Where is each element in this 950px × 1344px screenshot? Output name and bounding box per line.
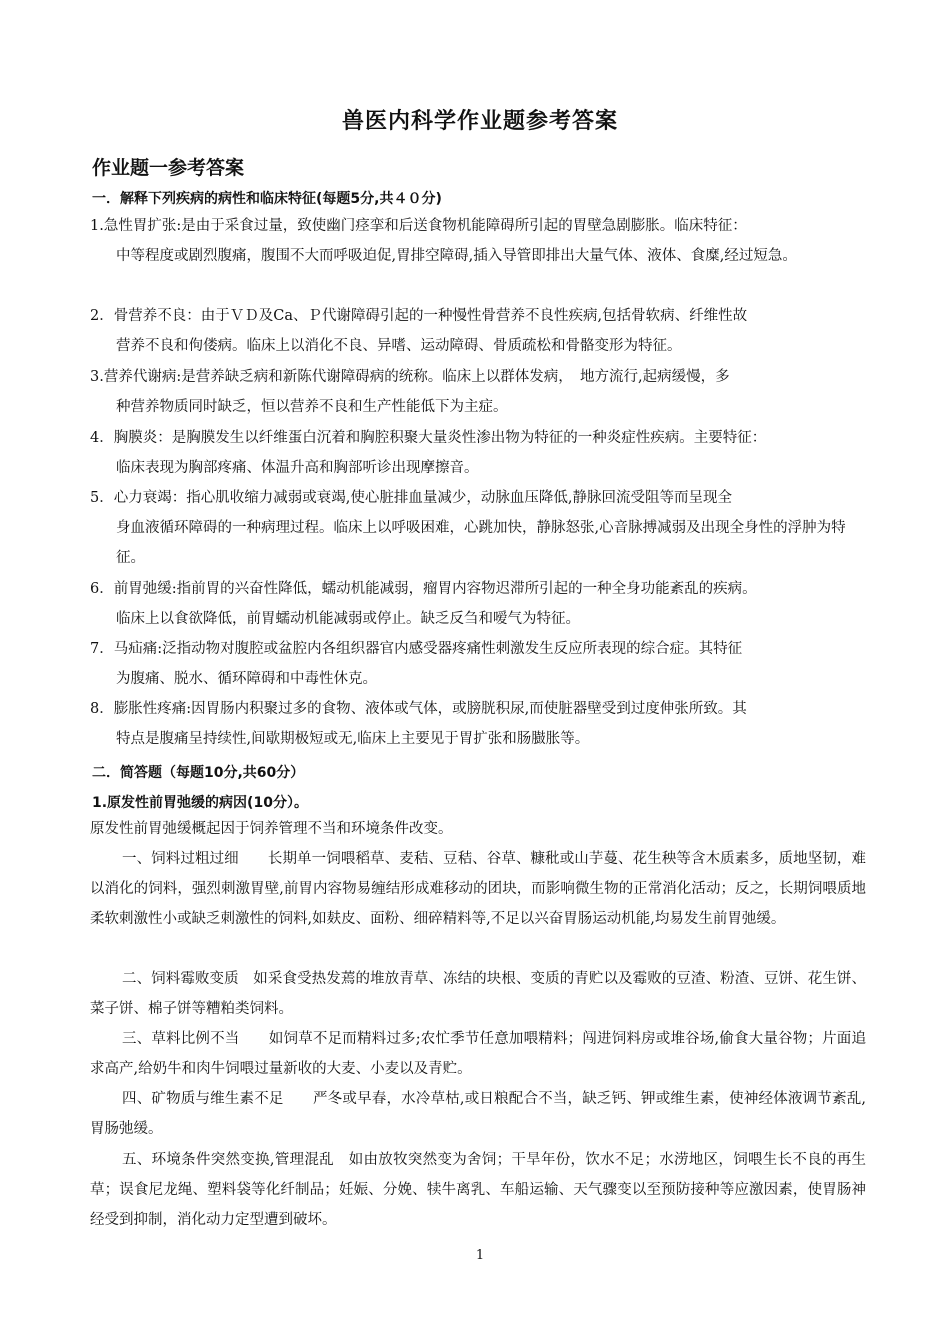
list-item bbox=[90, 211, 870, 271]
item-continuation: 临床表现为胸部疼痛、体温升高和胸部听诊出现摩擦音。 bbox=[116, 460, 479, 476]
list-item bbox=[90, 694, 870, 754]
cause-paragraph bbox=[90, 1084, 866, 1144]
list-item bbox=[90, 423, 870, 483]
list-item bbox=[90, 483, 870, 573]
item-first-line: 5．心力衰竭：指心肌收缩力减弱或衰竭,使心脏排血量减少，动脉血压降低,静脉回流受阻等而呈现全 bbox=[90, 490, 732, 506]
item-continuation: 中等程度或剧烈腹痛，腹围不大而呼吸迫促,胃排空障碍,插入导管即排出大量气体、液体、食糜,经过短急。 bbox=[116, 248, 797, 264]
item-first-line: 7．马疝痛:泛指动物对腹腔或盆腔内各组织器官内感受器疼痛性刺激发生反应所表现的综合症。其特征 bbox=[90, 641, 743, 657]
paragraph-text: 二、饲料霉败变质 如采食受热发蔫的堆放青草、冻结的块根、变质的青贮以及霉败的豆渣、粉渣、豆饼、花生饼、菜子饼、棉子饼等糟粕类饲料。 bbox=[90, 971, 866, 1017]
item-continuation: 种营养物质同时缺乏，恒以营养不良和生产性能低下为主症。 bbox=[116, 399, 508, 415]
question-title: 1.原发性前胃弛缓的病因(10分）。 bbox=[92, 795, 308, 811]
item-first-line: 4．胸膜炎：是胸膜发生以纤维蛋白沉着和胸腔积聚大量炎性渗出物为特征的一种炎症性疾病。主要特征： bbox=[90, 430, 767, 446]
cause-paragraph bbox=[90, 964, 866, 1024]
page-number: 1 bbox=[475, 1248, 485, 1263]
section2-heading: 二．简答题（每题10分,共60分） bbox=[92, 765, 305, 781]
list-item bbox=[90, 301, 870, 361]
intro-text: 原发性前胃弛缓概起因于饲养管理不当和环境条件改变。 bbox=[90, 821, 453, 837]
item-first-line: 6．前胃弛缓:指前胃的兴奋性降低，蠕动机能减弱，瘤胃内容物迟滞所引起的一种全身功能紊乱的疾病。 bbox=[90, 581, 757, 597]
item-first-line: 3.营养代谢病:是营养缺乏病和新陈代谢障碍病的统称。临床上以群体发病， 地方流行,起病缓慢，多 bbox=[90, 369, 730, 385]
item-continuation: 特点是腹痛呈持续性,间歇期极短或无,临床上主要见于胃扩张和肠臌胀等。 bbox=[116, 731, 590, 747]
document-title: 兽医内科学作业题参考答案 bbox=[341, 109, 618, 134]
cause-paragraph bbox=[90, 844, 866, 934]
paragraph-text: 五、环境条件突然变换,管理混乱 如由放牧突然变为舍饲；干旱年份，饮水不足；水涝地区，饲喂生长不良的再生草；误食尼龙绳、塑料袋等化纤制品；妊娠、分娩、犊牛离乳、车船运输、天气骤变以至预防接种等应激因素，使胃肠神经受到抑制，消化动力定型遭到破坏。 bbox=[90, 1152, 866, 1228]
item-continuation: 营养不良和佝偻病。临床上以消化不良、异嗜、运动障碍、骨质疏松和骨骼变形为特征。 bbox=[116, 338, 682, 354]
section1-heading: 一．解释下列疾病的病性和临床特征(每题5分,共４０分) bbox=[92, 191, 442, 207]
cause-paragraph bbox=[90, 1145, 866, 1235]
item-continuation: 身血液循环障碍的一种病理过程。临床上以呼吸困难，心跳加快，静脉怒张,心音脉搏减弱及出现全身性的浮肿为特征。 bbox=[116, 520, 846, 566]
item-first-line: 2．骨营养不良：由于ＶＤ及Ca、Ｐ代谢障碍引起的一种慢性骨营养不良性疾病,包括骨软病、纤维性故 bbox=[90, 308, 748, 324]
item-first-line: 8．膨胀性疼痛:因胃肠内积聚过多的食物、液体或气体，或膀胱积尿,而使脏器壁受到过度伸张所致。其 bbox=[90, 701, 747, 717]
list-item bbox=[90, 574, 870, 634]
paragraph-text: 三、草料比例不当 如饲草不足而精料过多;农忙季节任意加喂精料；闯进饲料房或堆谷场,偷食大量谷物；片面追求高产,给奶牛和肉牛饲喂过量新收的大麦、小麦以及青贮。 bbox=[90, 1031, 866, 1077]
paragraph-text: 一、饲料过粗过细 长期单一饲喂稻草、麦秸、豆秸、谷草、糠秕或山芋蔓、花生秧等含木质素多，质地坚韧，难以消化的饲料，强烈刺激胃壁,前胃内容物易缠结形成难移动的团块，而影响微生物的正常消化活动；反之，长期饲喂质地柔软刺激性小或缺乏刺激性的饲料,如麸皮、面粉、细碎精料等,不足以兴奋胃肠运动机能,均易发生前胃弛缓。 bbox=[90, 851, 866, 927]
list-item bbox=[90, 362, 870, 422]
list-item bbox=[90, 634, 870, 694]
item-first-line: 1.急性胃扩张:是由于采食过量，致使幽门痉挛和后送食物机能障碍所引起的胃壁急剧膨胀。临床特征： bbox=[90, 218, 747, 234]
item-continuation: 为腹痛、脱水、循环障碍和中毒性休克。 bbox=[116, 671, 377, 687]
item-continuation: 临床上以食欲降低，前胃蠕动机能减弱或停止。缺乏反刍和嗳气为特征。 bbox=[116, 611, 580, 627]
section-subtitle: 作业题一参考答案 bbox=[92, 157, 245, 179]
cause-paragraph bbox=[90, 1024, 866, 1084]
paragraph-text: 四、矿物质与维生素不足 严冬或早春，水冷草枯,或日粮配合不当，缺乏钙、钾或维生素，使神经体液调节紊乱,胃肠弛缓。 bbox=[90, 1091, 866, 1137]
